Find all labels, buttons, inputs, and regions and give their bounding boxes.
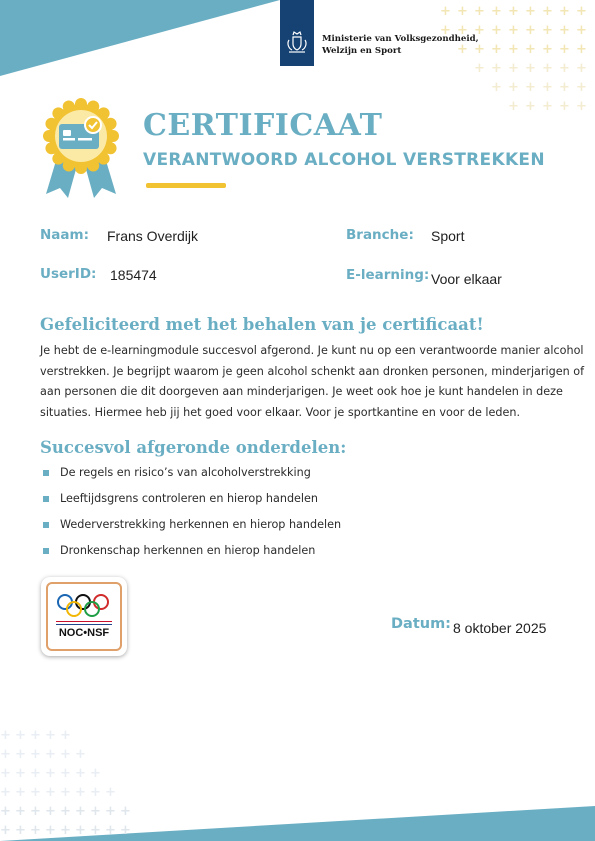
certificate-subtitle: VERANTWOORD ALCOHOL VERSTREKKEN (143, 150, 545, 170)
bullet-square-icon (43, 496, 49, 502)
plus-mark: + (120, 823, 131, 838)
congrats-paragraph (40, 341, 585, 423)
plus-mark: + (491, 80, 502, 95)
plus-mark: + (508, 23, 519, 38)
congrats-line-2: verstrekken. Je begrijpt waarom je geen alcohol schenkt aan dronken personen, minderjarigen of (40, 364, 585, 378)
plus-mark: + (75, 785, 86, 800)
plus-mark: + (508, 61, 519, 76)
plus-mark: + (474, 23, 485, 38)
plus-mark: + (105, 785, 116, 800)
plus-mark: + (559, 99, 570, 114)
name-label: Naam: (40, 227, 89, 243)
elearning-label: E-learning: (346, 267, 430, 283)
plus-mark: + (576, 23, 587, 38)
plus-mark: + (45, 766, 56, 781)
ministry-name-line1: Ministerie van Volksgezondheid, (322, 34, 479, 44)
plus-mark: + (508, 42, 519, 57)
plus-mark: + (0, 728, 11, 743)
completed-item-text: De regels en risico’s van alcoholverstrekking (60, 466, 311, 479)
plus-mark: + (30, 728, 41, 743)
plus-mark: + (542, 80, 553, 95)
plus-mark: + (542, 99, 553, 114)
plus-mark: + (90, 804, 101, 819)
plus-mark: + (559, 23, 570, 38)
plus-mark: + (90, 823, 101, 838)
plus-mark: + (559, 61, 570, 76)
plus-mark: + (15, 728, 26, 743)
title-underline (146, 183, 226, 188)
plus-mark: + (75, 747, 86, 762)
plus-mark: + (0, 766, 11, 781)
plus-mark: + (90, 785, 101, 800)
plus-mark: + (559, 80, 570, 95)
ministry-emblem-bar (280, 0, 314, 66)
plus-mark: + (15, 766, 26, 781)
plus-mark: + (15, 747, 26, 762)
plus-mark: + (0, 823, 11, 838)
plus-mark: + (440, 23, 451, 38)
plus-mark: + (491, 61, 502, 76)
plus-mark: + (45, 823, 56, 838)
plus-mark: + (576, 61, 587, 76)
plus-mark: + (45, 728, 56, 743)
userid-value: 185474 (110, 267, 157, 283)
bullet-square-icon (43, 522, 49, 528)
plus-mark: + (60, 728, 71, 743)
plus-pattern-bottom-left (0, 728, 150, 838)
plus-mark: + (440, 4, 451, 19)
royal-coat-of-arms-icon (280, 0, 314, 66)
plus-mark: + (60, 785, 71, 800)
plus-mark: + (45, 747, 56, 762)
noc-nsf-logo (41, 577, 127, 656)
olympic-rings-icon (56, 593, 112, 619)
plus-mark: + (491, 42, 502, 57)
plus-mark: + (474, 4, 485, 19)
bullet-square-icon (43, 470, 49, 476)
date-label: Datum: (391, 616, 451, 632)
plus-mark: + (15, 804, 26, 819)
plus-mark: + (120, 804, 131, 819)
bullet-square-icon (43, 548, 49, 554)
noc-flag-stripes (56, 621, 112, 625)
plus-mark: + (60, 804, 71, 819)
plus-mark: + (0, 747, 11, 762)
plus-mark: + (457, 4, 468, 19)
plus-mark: + (559, 4, 570, 19)
plus-mark: + (15, 785, 26, 800)
plus-mark: + (75, 804, 86, 819)
name-value: Frans Overdijk (107, 228, 199, 244)
plus-mark: + (30, 785, 41, 800)
plus-mark: + (0, 785, 11, 800)
plus-mark: + (508, 80, 519, 95)
plus-mark: + (457, 42, 468, 57)
plus-mark: + (75, 766, 86, 781)
plus-mark: + (30, 766, 41, 781)
congrats-line-1: Je hebt de e-learningmodule succesvol afgerond. Je kunt nu op een verantwoorde manier alcohol (40, 344, 584, 357)
plus-mark: + (45, 804, 56, 819)
completed-item-text: Dronkenschap herkennen en hierop handelen (60, 544, 316, 557)
plus-mark: + (542, 42, 553, 57)
plus-mark: + (576, 99, 587, 114)
plus-mark: + (30, 823, 41, 838)
plus-mark: + (105, 823, 116, 838)
plus-mark: + (576, 42, 587, 57)
plus-mark: + (542, 23, 553, 38)
plus-mark: + (576, 80, 587, 95)
certificate-title: CERTIFICAAT (143, 108, 383, 143)
plus-mark: + (0, 804, 11, 819)
plus-mark: + (45, 785, 56, 800)
plus-mark: + (542, 4, 553, 19)
plus-mark: + (60, 766, 71, 781)
ministry-name-line2: Welzijn en Sport (322, 46, 402, 56)
congrats-line-3: aan personen die dit doorgeven aan minderjarigen. Je weet ook hoe je kunt handelen in deze (40, 385, 563, 398)
completed-heading: Succesvol afgeronde onderdelen: (40, 438, 347, 457)
plus-mark: + (30, 804, 41, 819)
plus-mark: + (525, 61, 536, 76)
branch-value: Sport (431, 228, 465, 244)
certificate-badge-icon (38, 94, 124, 202)
plus-mark: + (491, 4, 502, 19)
plus-mark: + (457, 23, 468, 38)
congrats-heading: Gefeliciteerd met het behalen van je certificaat! (40, 315, 484, 334)
plus-mark: + (525, 23, 536, 38)
plus-mark: + (525, 80, 536, 95)
plus-mark: + (75, 823, 86, 838)
plus-mark: + (30, 747, 41, 762)
plus-mark: + (90, 766, 101, 781)
plus-mark: + (525, 4, 536, 19)
plus-mark: + (508, 4, 519, 19)
plus-mark: + (15, 823, 26, 838)
userid-label: UserID: (40, 266, 97, 282)
noc-logo-text: NOC•NSF (58, 627, 110, 639)
plus-mark: + (559, 42, 570, 57)
plus-mark: + (576, 4, 587, 19)
date-value: 8 oktober 2025 (453, 620, 547, 636)
plus-mark: + (474, 42, 485, 57)
congrats-line-4: situaties. Hiermee heb jij het goed voor elkaar. Voor je sportkantine en voor de leden. (40, 405, 521, 419)
branch-label: Branche: (346, 227, 414, 243)
plus-pattern-top-right (440, 4, 595, 114)
plus-mark: + (542, 61, 553, 76)
plus-mark: + (525, 99, 536, 114)
completed-item-text: Wederverstrekking herkennen en hierop handelen (60, 518, 342, 531)
completed-item-text: Leeftijdsgrens controleren en hierop handelen (60, 492, 319, 505)
plus-mark: + (491, 23, 502, 38)
plus-mark: + (508, 99, 519, 114)
plus-mark: + (525, 42, 536, 57)
plus-mark: + (105, 804, 116, 819)
top-left-band (0, 0, 300, 80)
plus-mark: + (60, 747, 71, 762)
plus-mark: + (474, 61, 485, 76)
plus-mark: + (60, 823, 71, 838)
elearning-value: Voor elkaar (431, 271, 502, 287)
